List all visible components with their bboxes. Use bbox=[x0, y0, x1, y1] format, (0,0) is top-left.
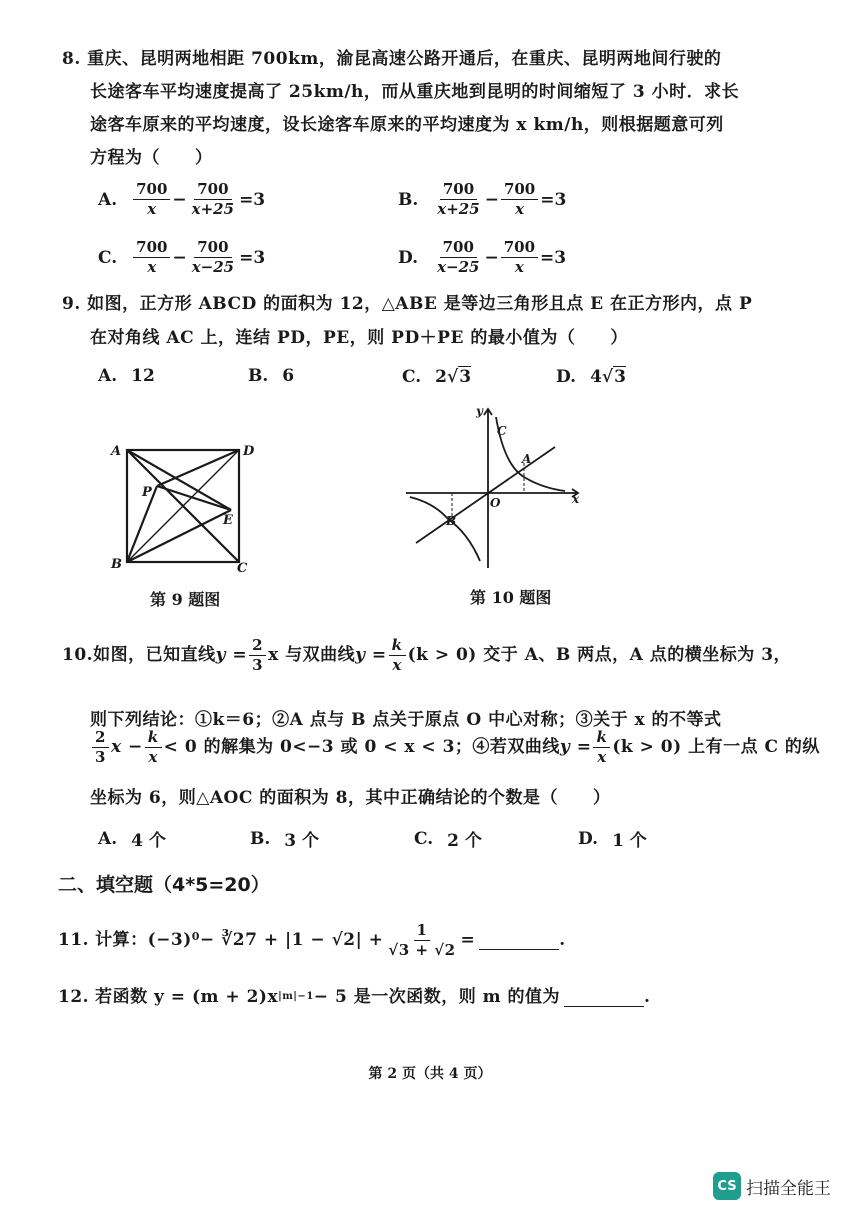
q9-option-a[interactable] bbox=[98, 366, 155, 386]
figure-9-caption: 第 9 题图 bbox=[150, 590, 221, 609]
q11-exponent: 0 bbox=[191, 930, 200, 943]
q10-text: (k > 0) 交于 A、B 两点，A 点的横坐标为 3， bbox=[407, 645, 792, 665]
q12-number: 12. bbox=[58, 987, 90, 1007]
q10-line2: 则下列结论：①k＝6；②A 点与 B 点关于原点 O 中心对称；③关于 x 的不等式 bbox=[90, 710, 722, 730]
option-letter: B. bbox=[248, 366, 269, 386]
q10-text: < 0 的解集为 0<−3 或 0 < x < 3；④若双曲线 bbox=[163, 737, 560, 757]
scanner-watermark bbox=[713, 1172, 831, 1200]
radicand: 3 bbox=[459, 367, 472, 387]
fraction: $\frac{700}{x+25}$ bbox=[191, 180, 235, 218]
q12-text: − 5 是一次函数，则 m 的值为 bbox=[313, 987, 561, 1007]
q10-option-a[interactable] bbox=[98, 826, 166, 851]
fraction: $\frac{700}{x-25}$ bbox=[191, 238, 235, 276]
fraction: $\frac{700}{x-25}$ bbox=[437, 238, 480, 276]
q9-line1 bbox=[62, 292, 752, 316]
q10-line4: 坐标为 6，则△AOC 的面积为 8，其中正确结论的个数是（ ） bbox=[90, 788, 611, 808]
watermark-text: 扫描全能王 bbox=[746, 1178, 831, 1199]
fraction: $\frac{700}{x}$ bbox=[133, 180, 170, 219]
q11-period: . bbox=[559, 930, 566, 950]
segment-be bbox=[127, 510, 231, 562]
fraction-k-x: $\frac{k}{x}$ bbox=[593, 728, 610, 767]
option-letter: D. bbox=[398, 247, 419, 268]
option-text: 1 个 bbox=[612, 831, 647, 851]
label-y: y bbox=[476, 404, 483, 418]
q10-y-eq: y = bbox=[355, 645, 387, 665]
figure-10-caption: 第 10 题图 bbox=[470, 588, 552, 607]
q9-number: 9. bbox=[62, 294, 81, 314]
fraction-k-x: $\frac{k}{x}$ bbox=[145, 728, 162, 767]
label-d: D bbox=[243, 444, 255, 459]
option-text: 2 个 bbox=[447, 831, 482, 851]
fraction-two-thirds: $\frac{2}{3}$ bbox=[92, 728, 109, 767]
option-letter: C. bbox=[98, 247, 118, 268]
coefficient: 2 bbox=[435, 366, 447, 387]
page-footer: 第 2 页（共 4 页） bbox=[368, 1066, 492, 1082]
fraction: $\frac{700}{x}$ bbox=[501, 180, 538, 219]
segment-pd bbox=[157, 450, 239, 486]
fraction: $\frac{700}{x}$ bbox=[133, 238, 170, 277]
option-letter: C. bbox=[402, 366, 422, 387]
operator: − bbox=[172, 189, 187, 210]
q8-line4: 方程为（ ） bbox=[90, 148, 213, 168]
option-letter: B. bbox=[398, 189, 419, 210]
q11-equals: = bbox=[460, 930, 476, 950]
q10-text: (k > 0) 上有一点 C 的纵 bbox=[612, 737, 820, 757]
figure-9-square-diagram bbox=[105, 438, 265, 578]
option-text: 3 个 bbox=[284, 831, 320, 851]
q10-y-eq: y = bbox=[215, 645, 248, 665]
option-text: 4 个 bbox=[131, 831, 166, 851]
q11-fraction: $\frac{1}{√3 + √2}$ bbox=[388, 920, 456, 959]
q9-option-b[interactable] bbox=[248, 366, 294, 386]
line-y-2-3x bbox=[416, 447, 555, 543]
equals-value: =3 bbox=[540, 247, 567, 268]
q8-line1 bbox=[62, 47, 721, 71]
option-text: 12 bbox=[131, 366, 155, 386]
q12-exponent: |m|−1 bbox=[278, 991, 314, 1002]
q12-answer-blank[interactable] bbox=[564, 988, 644, 1007]
operator: − bbox=[172, 247, 187, 268]
operator: − bbox=[484, 247, 499, 268]
option-letter: A. bbox=[98, 189, 118, 210]
option-letter: B. bbox=[250, 828, 271, 849]
q8-line2: 长途客车平均速度提高了 25km/h，而从重庆地到昆明的时间缩短了 3 小时．求长 bbox=[90, 82, 740, 102]
option-letter: D. bbox=[556, 366, 577, 387]
operator: − bbox=[484, 189, 499, 210]
q10-y-eq: y = bbox=[559, 737, 592, 757]
option-letter: A. bbox=[98, 828, 118, 849]
label-b: B bbox=[446, 514, 457, 528]
q10-line1 bbox=[62, 632, 791, 678]
q12-period: . bbox=[644, 987, 651, 1007]
fraction-k-x: $\frac{k}{x}$ bbox=[389, 636, 406, 675]
q8-option-c[interactable] bbox=[98, 238, 265, 277]
q10-number: 10. bbox=[62, 645, 94, 665]
q9-line2: 在对角线 AC 上，连结 PD，PE，则 PD＋PE 的最小值为（ ） bbox=[90, 328, 628, 348]
option-text: 6 bbox=[282, 366, 295, 386]
label-a: A bbox=[522, 452, 532, 466]
figure-10-graph bbox=[400, 403, 590, 573]
q10-option-c[interactable] bbox=[414, 826, 482, 851]
equals-value: =3 bbox=[239, 247, 266, 268]
q8-number: 8. bbox=[62, 49, 81, 69]
q10-text: x 与双曲线 bbox=[268, 645, 356, 665]
q8-line3: 途客车原来的平均速度，设长途客车原来的平均速度为 x km/h，则根据题意可列 bbox=[90, 115, 724, 135]
q12-text: 若函数 y = (m + 2)x bbox=[95, 987, 279, 1007]
q12-line bbox=[58, 985, 650, 1009]
equals-value: =3 bbox=[540, 189, 567, 210]
q10-text: x − bbox=[110, 737, 143, 757]
q11-text: 计算：(−3) bbox=[95, 930, 192, 950]
q9-option-d[interactable]: D. 4 √ 3 bbox=[556, 366, 626, 387]
coefficient: 4 bbox=[590, 366, 602, 387]
q9-option-c[interactable]: C. 2 √ 3 bbox=[402, 366, 472, 387]
fraction-two-thirds: $\frac{2}{3}$ bbox=[249, 636, 266, 675]
label-x: x bbox=[572, 492, 580, 506]
label-b: B bbox=[111, 557, 122, 572]
q8-option-d[interactable] bbox=[398, 238, 566, 277]
q10-text: 如图，已知直线 bbox=[93, 645, 216, 665]
q11-answer-blank[interactable] bbox=[479, 931, 559, 950]
equals-value: =3 bbox=[239, 189, 266, 210]
fraction: $\frac{700}{x}$ bbox=[501, 238, 538, 277]
fraction: $\frac{700}{x+25}$ bbox=[437, 180, 480, 218]
q8-option-b[interactable] bbox=[398, 180, 566, 219]
label-o: O bbox=[490, 496, 501, 510]
q11-number: 11. bbox=[58, 930, 90, 950]
label-a: A bbox=[111, 444, 122, 459]
option-letter: A. bbox=[98, 366, 118, 386]
q11-line bbox=[58, 915, 566, 965]
option-letter: C. bbox=[414, 828, 434, 849]
label-e: E bbox=[223, 513, 233, 528]
q9-text-1: 如图，正方形 ABCD 的面积为 12，△ABE 是等边三角形且点 E 在正方形内，点 P bbox=[87, 294, 753, 314]
label-p: P bbox=[142, 485, 152, 500]
label-c: C bbox=[497, 424, 507, 438]
radicand: 3 bbox=[614, 367, 626, 387]
q10-line3 bbox=[90, 724, 820, 770]
label-c: C bbox=[237, 561, 248, 576]
q8-option-a[interactable] bbox=[98, 180, 265, 219]
q8-text-1: 重庆、昆明两地相距 700km，渝昆高速公路开通后，在重庆、昆明两地间行驶的 bbox=[87, 49, 722, 69]
q10-option-b[interactable] bbox=[250, 826, 319, 851]
section-fill-in-title: 二、填空题（4*5=20） bbox=[58, 874, 270, 896]
q10-option-d[interactable] bbox=[578, 826, 647, 851]
camscanner-logo-icon: CS bbox=[713, 1172, 741, 1200]
q11-text: − ∛27 + |1 − √2| + bbox=[199, 930, 384, 950]
option-letter: D. bbox=[578, 828, 599, 849]
